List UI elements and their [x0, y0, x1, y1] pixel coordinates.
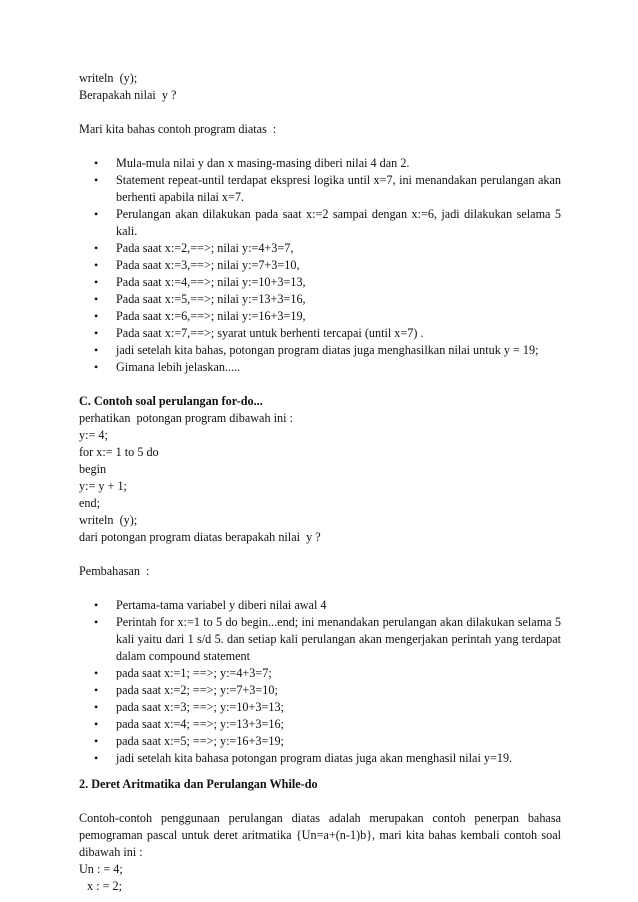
list-item: • Pada saat x:=3,==>; nilai y:=7+3=10,: [79, 257, 561, 274]
section-paragraph: Contoh-contoh penggunaan perulangan diatas adalah merupakan contoh penerpan bahasa pemograman pascal untuk deret aritmatika {Un=a+(n-1)b}, mari kita bahas kembali contoh soal dibawah ini :: [79, 811, 561, 859]
repeat-until-explanation-list: [79, 155, 561, 376]
code-line: y:= y + 1;: [79, 479, 127, 493]
list-item: • pada saat x:=1; ==>; y:=4+3=7;: [79, 665, 561, 682]
list-item: • pada saat x:=2; ==>; y:=7+3=10;: [79, 682, 561, 699]
section-heading-for-do: C. Contoh soal perulangan for-do...: [79, 394, 263, 408]
question-line: Berapakah nilai y ?: [79, 88, 177, 102]
list-item: • pada saat x:=5; ==>; y:=16+3=19;: [79, 733, 561, 750]
list-item: • Pada saat x:=5,==>; nilai y:=13+3=16,: [79, 291, 561, 308]
list-item: • Statement repeat-until terdapat ekspresi logika until x=7, ini menandakan perulangan akan berhenti apabila nilai x=7.: [79, 172, 561, 206]
list-item: • Pertama-tama variabel y diberi nilai awal 4: [79, 597, 561, 614]
for-do-explanation-list: [79, 597, 561, 767]
list-item: • Pada saat x:=4,==>; nilai y:=10+3=13,: [79, 274, 561, 291]
question-line: dari potongan program diatas berapakah nilai y ?: [79, 530, 321, 544]
list-item: • jadi setelah kita bahas, potongan program diatas juga menghasilkan nilai untuk y = 19;: [79, 342, 561, 359]
code-line: end;: [79, 496, 100, 510]
code-line: Un : = 4;: [79, 862, 123, 876]
list-item: • jadi setelah kita bahasa potongan program diatas juga akan menghasil nilai y=19.: [79, 750, 561, 767]
list-item: • Pada saat x:=2,==>; nilai y:=4+3=7,: [79, 240, 561, 257]
list-item: • pada saat x:=3; ==>; y:=10+3=13;: [79, 699, 561, 716]
code-line: writeln (y);: [79, 513, 138, 527]
code-line: for x:= 1 to 5 do: [79, 445, 159, 459]
discussion-intro: Mari kita bahas contoh program diatas :: [79, 122, 277, 136]
document-content: [79, 70, 561, 895]
list-item: • Mula-mula nilai y dan x masing-masing diberi nilai 4 dan 2.: [79, 155, 561, 172]
code-line: writeln (y);: [79, 71, 138, 85]
section-heading-while-do: 2. Deret Aritmatika dan Perulangan While-do: [79, 777, 318, 791]
code-line: begin: [79, 462, 107, 476]
list-item: • Pada saat x:=7,==>; syarat untuk berhenti tercapai (until x=7) .: [79, 325, 561, 342]
list-item: • Pada saat x:=6,==>; nilai y:=16+3=19,: [79, 308, 561, 325]
code-line: x : = 2;: [87, 879, 122, 893]
list-item: • Gimana lebih jelaskan.....: [79, 359, 561, 376]
list-item: • Perintah for x:=1 to 5 do begin...end; ini menandakan perulangan akan dilakukan selama 5 kali yaitu dari 1 s/d 5. dan setiap kali perulangan akan mengerjakan perintah yang terdapat dalam compound statement: [79, 614, 561, 665]
list-item: • Perulangan akan dilakukan pada saat x:=2 sampai dengan x:=6, jadi dilakukan selama 5 kali.: [79, 206, 561, 240]
list-item: • pada saat x:=4; ==>; y:=13+3=16;: [79, 716, 561, 733]
discussion-intro: Pembahasan :: [79, 564, 150, 578]
code-line: perhatikan potongan program dibawah ini :: [79, 411, 293, 425]
code-line: y:= 4;: [79, 428, 108, 442]
